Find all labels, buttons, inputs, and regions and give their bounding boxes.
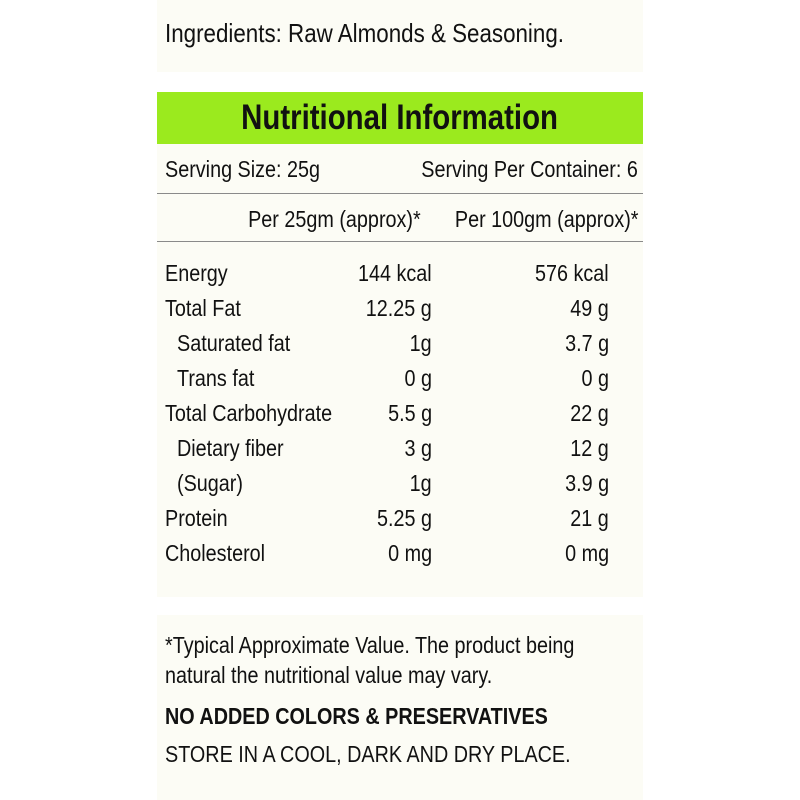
nutrient-value-per-100: 3.7 g	[565, 330, 609, 356]
footnote-line-2: natural the nutritional value may vary.	[165, 662, 493, 688]
nutrient-label: Dietary fiber	[177, 435, 284, 461]
ingredients-text: Ingredients: Raw Almonds & Seasoning.	[165, 18, 564, 48]
nutrient-value-per-100: 0 g	[581, 365, 609, 391]
nutrient-label: Cholesterol	[165, 540, 266, 566]
nutrient-value-per-25: 1g	[409, 470, 432, 496]
ingredients-panel	[157, 0, 643, 72]
serving-size: Serving Size: 25g	[165, 156, 321, 182]
nutrient-value-per-100: 0 mg	[565, 540, 609, 566]
nutrition-title: Nutritional Information	[241, 98, 559, 137]
nutrient-value-per-25: 5.5 g	[388, 400, 432, 426]
storage-instructions: STORE IN A COOL, DARK AND DRY PLACE.	[165, 741, 571, 767]
nutrient-label: Total Carbohydrate	[165, 400, 333, 426]
footnote-line-1: *Typical Approximate Value. The product being	[165, 632, 575, 658]
nutrient-value-per-25: 12.25 g	[365, 295, 432, 321]
nutrient-value-per-25: 5.25 g	[377, 505, 432, 531]
column-header-per-25: Per 25gm (approx)*	[248, 206, 421, 232]
divider	[157, 241, 643, 242]
nutrition-table	[157, 92, 643, 597]
nutrient-value-per-25: 144 kcal	[358, 260, 432, 286]
notes-panel	[157, 615, 643, 800]
nutrient-value-per-100: 22 g	[570, 400, 609, 426]
nutrient-value-per-100: 12 g	[570, 435, 609, 461]
nutrient-label: Total Fat	[165, 295, 241, 321]
nutrient-label: Trans fat	[177, 365, 255, 391]
nutrient-value-per-25: 0 mg	[388, 540, 432, 566]
nutrient-label: Saturated fat	[177, 330, 291, 356]
nutrient-value-per-100: 49 g	[570, 295, 609, 321]
nutrient-value-per-25: 1g	[409, 330, 432, 356]
nutrient-value-per-100: 3.9 g	[565, 470, 609, 496]
nutrient-label: Energy	[165, 260, 228, 286]
nutrition-header	[157, 92, 643, 144]
nutrient-label: (Sugar)	[177, 470, 243, 496]
nutrient-value-per-25: 0 g	[404, 365, 432, 391]
serving-per-container: Serving Per Container: 6	[421, 156, 638, 182]
nutrient-value-per-100: 21 g	[570, 505, 609, 531]
nutrient-label: Protein	[165, 505, 228, 531]
nutrient-value-per-100: 576 kcal	[535, 260, 609, 286]
divider	[157, 193, 643, 194]
nutrient-value-per-25: 3 g	[404, 435, 432, 461]
column-header-per-100: Per 100gm (approx)*	[454, 206, 638, 232]
no-added-colors-notice: NO ADDED COLORS & PRESERVATIVES	[165, 703, 548, 729]
